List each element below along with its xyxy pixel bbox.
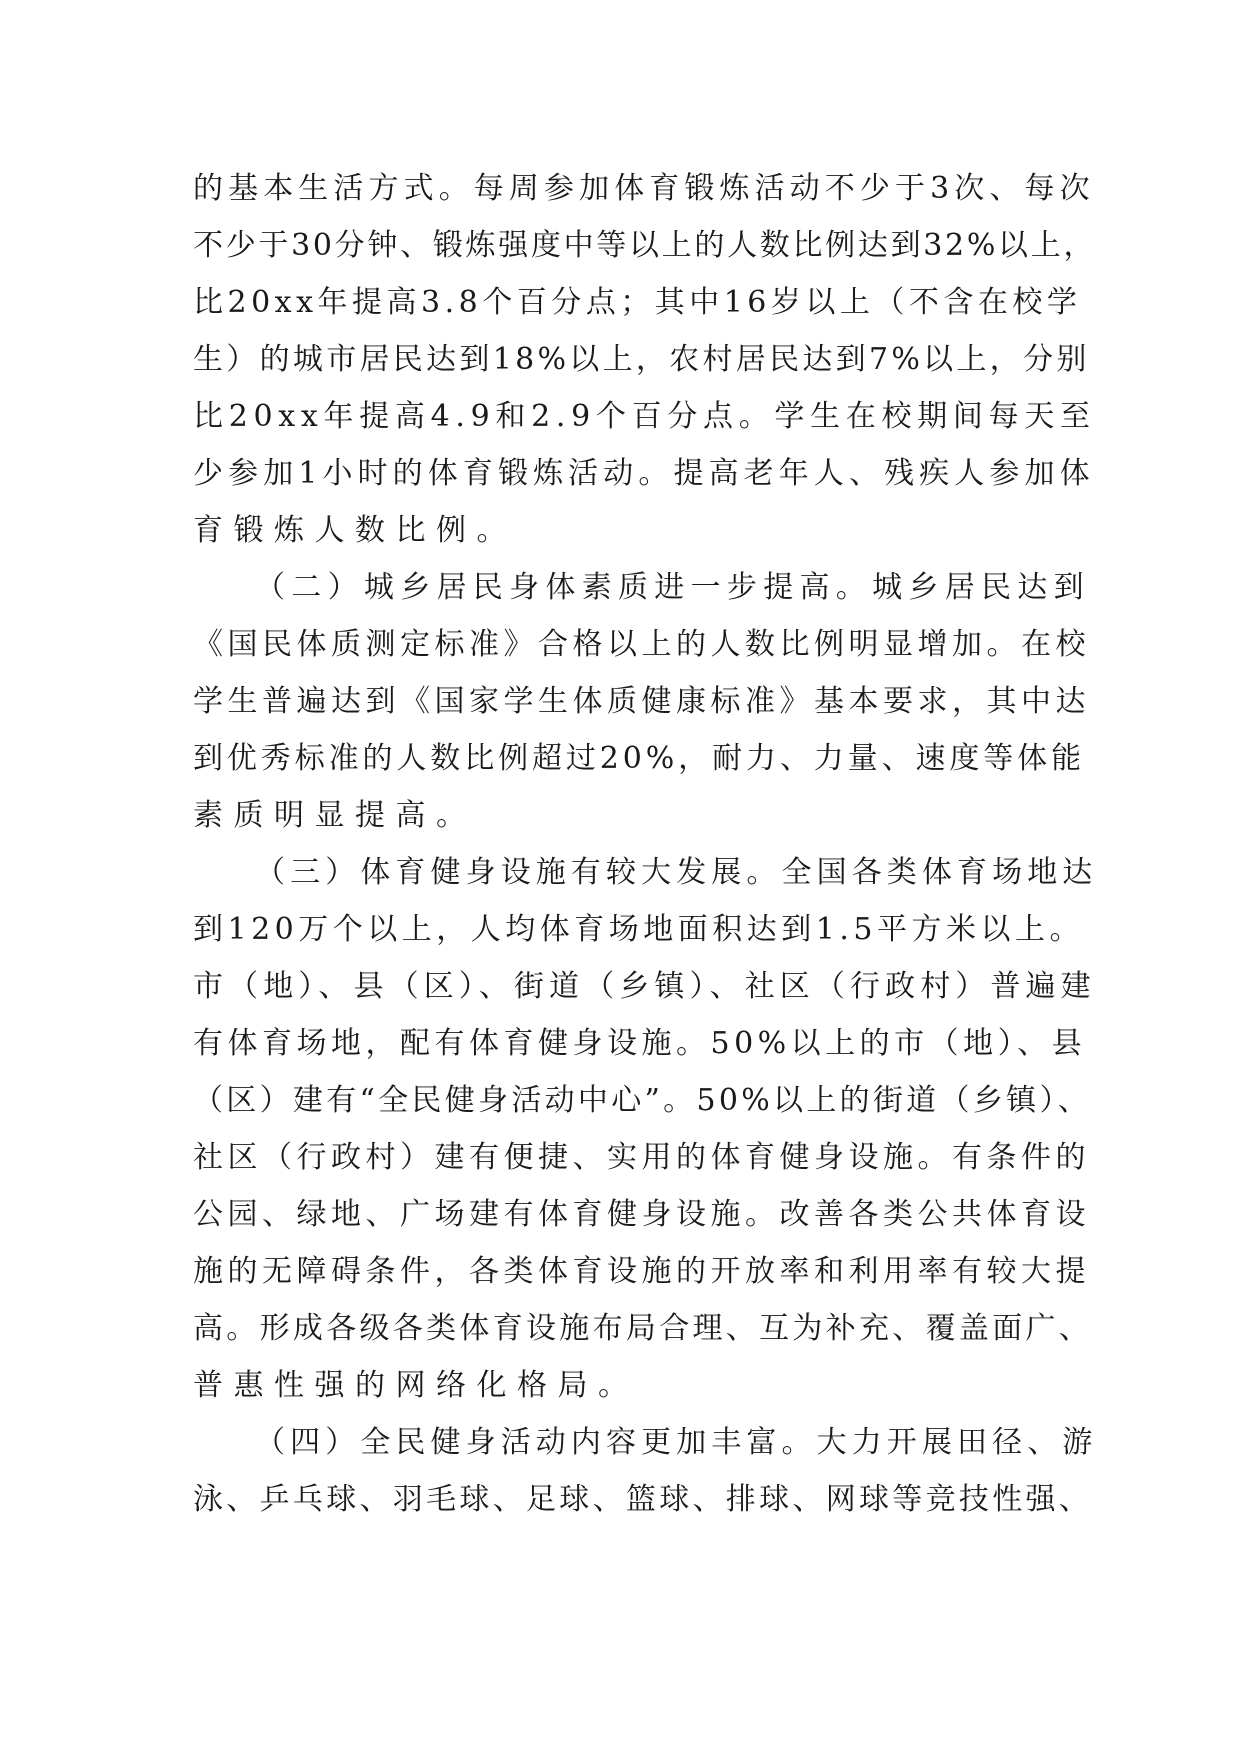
text-line: 素质明显提高。 bbox=[193, 798, 477, 833]
paragraph-section-4 bbox=[193, 1414, 1098, 1528]
text-line: 公园、绿地、广场建有体育健身设施。改善各类公共体育设 bbox=[193, 1197, 1090, 1232]
text-line: 到120万个以上，人均体育场地面积达到1.5平方米以上。 bbox=[193, 912, 1084, 947]
text-line: 生）的城市居民达到18%以上，农村居民达到7%以上，分别 bbox=[193, 342, 1090, 377]
text-line: 少参加1小时的体育锻炼活动。提高老年人、残疾人参加体 bbox=[193, 456, 1095, 491]
text-line: 有体育场地，配有体育健身设施。50%以上的市（地）、县 bbox=[193, 1026, 1087, 1061]
text-line: 的基本生活方式。每周参加体育锻炼活动不少于3次、每次 bbox=[193, 171, 1095, 206]
text-line: 社区（行政村）建有便捷、实用的体育健身设施。有条件的 bbox=[193, 1140, 1090, 1175]
paragraph-section-3 bbox=[193, 844, 1098, 1414]
text-line: 《国民体质测定标准》合格以上的人数比例明显增加。在校 bbox=[193, 627, 1090, 662]
text-line: 到优秀标准的人数比例超过20%，耐力、力量、速度等体能 bbox=[193, 741, 1085, 776]
paragraph-continuation bbox=[193, 160, 1098, 559]
text-line: 学生普遍达到《国家学生体质健康标准》基本要求，其中达 bbox=[193, 684, 1090, 719]
text-line: 育锻炼人数比例。 bbox=[193, 513, 517, 548]
text-line: 比20xx年提高3.8个百分点；其中16岁以上（不含在校学 bbox=[193, 285, 1082, 320]
text-line: （二）城乡居民身体素质进一步提高。城乡居民达到 bbox=[255, 570, 1090, 605]
text-line: 高。形成各级各类体育设施布局合理、互为补充、覆盖面广、 bbox=[193, 1311, 1093, 1346]
text-line: （区）建有“全民健身活动中心”。50%以上的街道（乡镇）、 bbox=[193, 1083, 1092, 1118]
text-line: 不少于30分钟、锻炼强度中等以上的人数比例达到32%以上， bbox=[193, 228, 1097, 263]
document-body bbox=[193, 160, 1098, 1528]
text-line: 泳、乒乓球、羽毛球、足球、篮球、排球、网球等竞技性强、 bbox=[193, 1482, 1093, 1517]
text-line: 比20xx年提高4.9和2.9个百分点。学生在校期间每天至 bbox=[193, 399, 1096, 434]
paragraph-section-2 bbox=[193, 559, 1098, 844]
text-line: （四）全民健身活动内容更加丰富。大力开展田径、游 bbox=[255, 1425, 1098, 1460]
text-line: 市（地）、县（区）、街道（乡镇）、社区（行政村）普遍建 bbox=[193, 969, 1096, 1004]
text-line: （三）体育健身设施有较大发展。全国各类体育场地达 bbox=[255, 855, 1098, 890]
text-line: 施的无障碍条件，各类体育设施的开放率和利用率有较大提 bbox=[193, 1254, 1090, 1289]
text-line: 普惠性强的网络化格局。 bbox=[193, 1368, 639, 1403]
